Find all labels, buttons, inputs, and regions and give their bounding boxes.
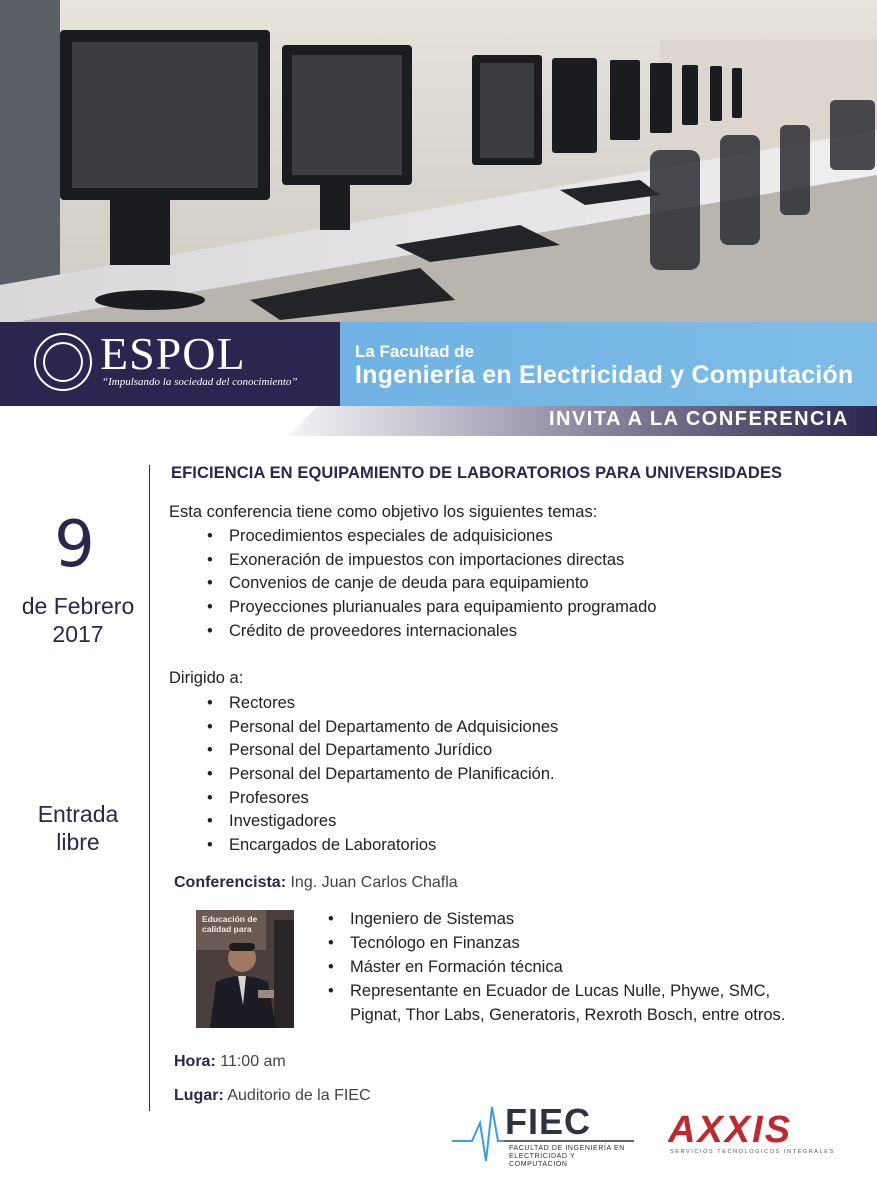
list-item: • Personal del Departamento de Planificación. [207, 763, 558, 787]
conference-intro: Esta conferencia tiene como objetivo los siguientes temas: [169, 503, 598, 521]
entry-line-1: Entrada [37, 801, 119, 827]
fiec-logo-text: FIEC [505, 1101, 592, 1142]
list-item: • Encargados de Laboratorios [207, 834, 558, 858]
time-label: Hora: [174, 1053, 216, 1070]
credentials-list [328, 907, 785, 1027]
list-item: • Máster en Formación técnica [328, 955, 785, 979]
list-item: • Profesores [207, 787, 558, 811]
list-item: • Crédito de proveedores internacionales [207, 620, 656, 644]
place-line [174, 1087, 371, 1105]
event-year: 2017 [52, 621, 104, 647]
faculty-prefix: La Facultad de [355, 342, 475, 361]
list-item: • Tecnólogo en Finanzas [328, 931, 785, 955]
divider-line [149, 465, 150, 1111]
espol-seal-icon [34, 333, 92, 391]
list-item: • Procedimientos especiales de adquisiciones [207, 525, 656, 549]
espol-tagline: “Impulsando la sociedad del conocimiento” [102, 376, 298, 388]
speaker-name: Ing. Juan Carlos Chafla [290, 874, 458, 891]
audience-label: Dirigido a: [169, 669, 244, 687]
list-item: • Convenios de canje de deuda para equipamiento [207, 572, 656, 596]
fiec-logo-subtitle: FACULTAD DE INGENIERÍA EN ELECTRICIDAD Y COMPUTACIÓN [509, 1145, 625, 1168]
espol-name: ESPOL [100, 328, 246, 379]
speaker-label: Conferencista: [174, 874, 287, 891]
list-item: • Personal del Departamento de Adquisiciones [207, 716, 558, 740]
credential-line-1: Representante en Ecuador de Lucas Nulle, Phywe, SMC, [350, 982, 771, 1000]
event-day: 9 [54, 508, 95, 582]
place-value: Auditorio de la FIEC [227, 1087, 371, 1104]
hero-lab-photo [0, 0, 877, 325]
list-item: • Rectores [207, 692, 558, 716]
list-item [328, 979, 785, 1027]
conference-title: EFICIENCIA EN EQUIPAMIENTO DE LABORATORIOS PARA UNIVERSIDADES [171, 464, 783, 482]
credential-line-2: Pignat, Thor Labs, Generatoris, Rexroth Bosch, entre otros. [350, 1006, 786, 1024]
audience-list [207, 692, 558, 858]
faculty-name: Ingeniería en Electricidad y Computación [355, 361, 854, 389]
entry-line-2: libre [56, 829, 100, 855]
axxis-logo-subtitle: SERVICIOS TECNOLOGICOS INTEGRALES [670, 1149, 835, 1155]
entry-info [0, 800, 156, 856]
list-item: • Investigadores [207, 810, 558, 834]
event-month: de Febrero [21, 593, 135, 619]
axxis-logo-text: AXXIS [668, 1112, 793, 1148]
time-value: 11:00 am [220, 1053, 286, 1070]
speaker-line [174, 874, 458, 892]
list-item: • Ingeniero de Sistemas [328, 907, 785, 931]
list-item: • Exoneración de impuestos con importaciones directas [207, 549, 656, 573]
list-item: • Personal del Departamento Jurídico [207, 739, 558, 763]
invite-heading: INVITA A LA CONFERENCIA [548, 408, 849, 430]
photo-caption: Educación de calidad para [202, 914, 258, 934]
time-line [174, 1053, 286, 1071]
place-label: Lugar: [174, 1087, 224, 1104]
speaker-photo [196, 910, 294, 1028]
topics-list [207, 525, 656, 643]
list-item: • Proyecciones plurianuales para equipamiento programado [207, 596, 656, 620]
